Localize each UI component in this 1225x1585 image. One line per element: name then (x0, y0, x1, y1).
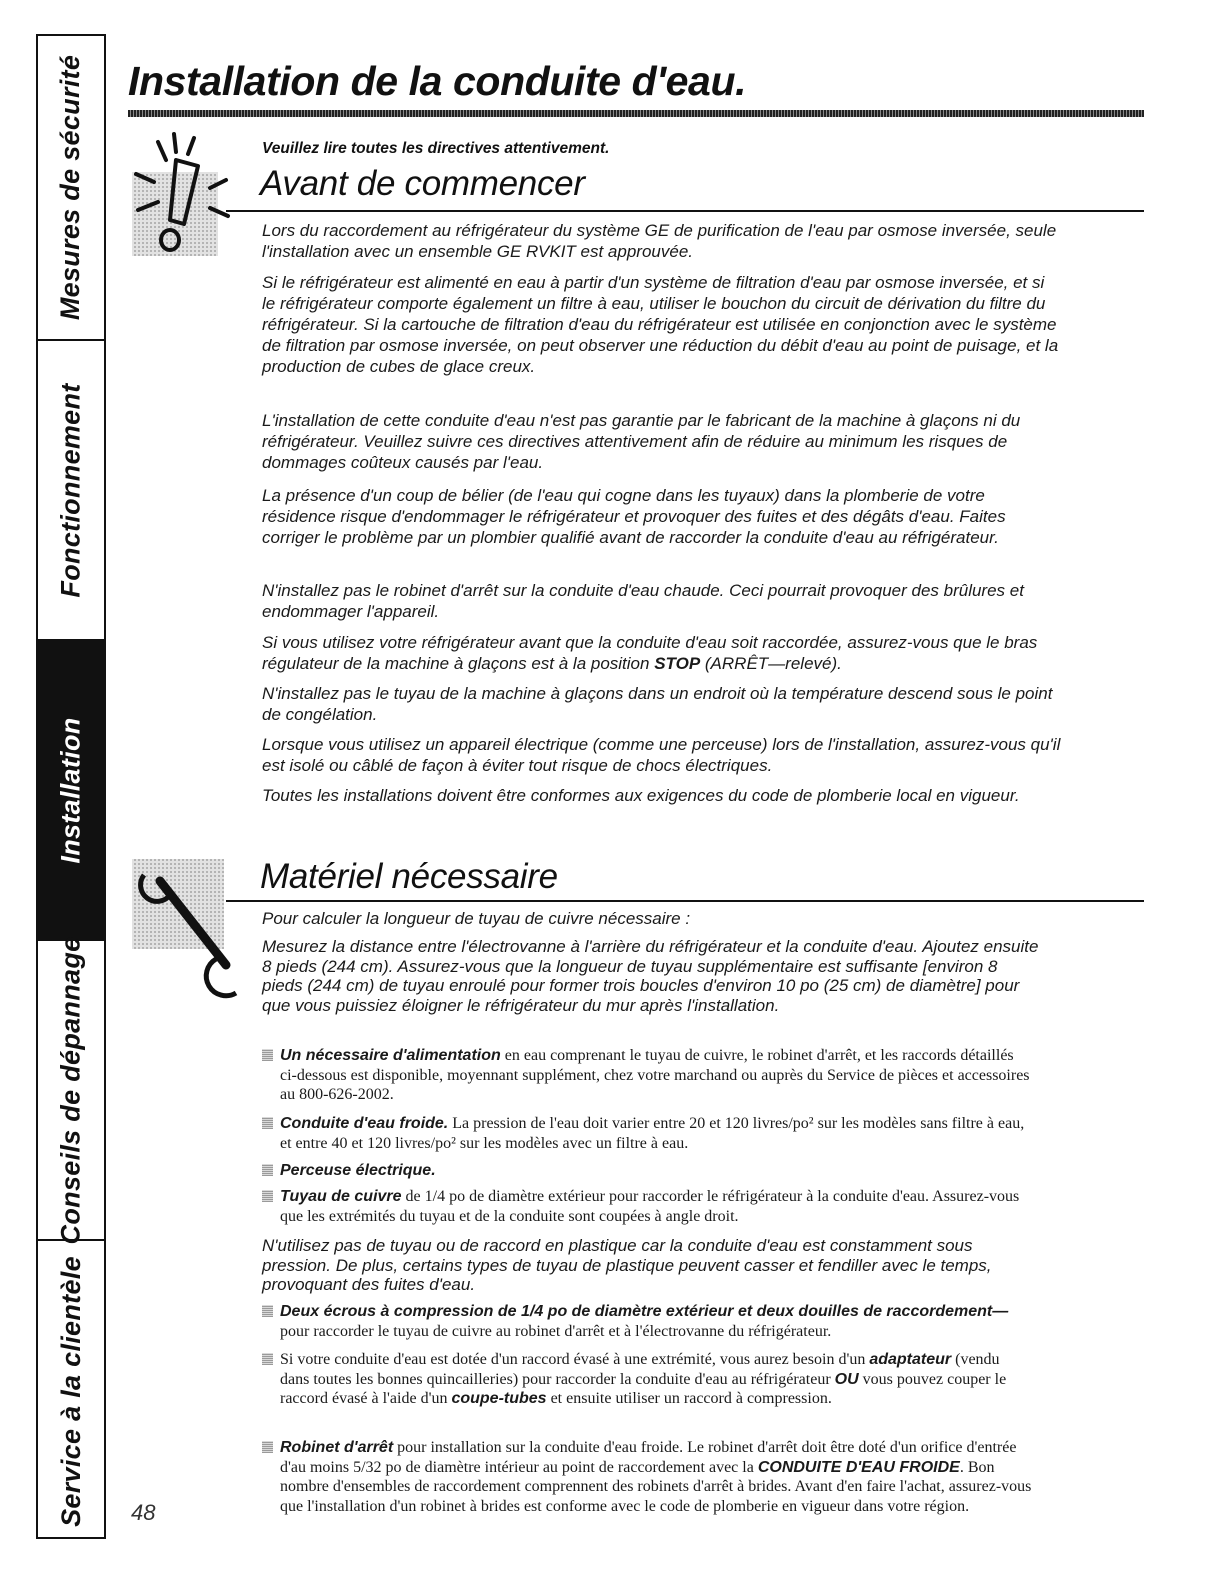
item-term: Conduite d'eau froide. (280, 1115, 449, 1132)
section-title-before: Avant de commencer (260, 164, 585, 203)
paragraph: Si le réfrigérateur est alimenté en eau à partir d'un système de filtration d'eau par osmose inversée, et si le réfrigérateur comporte également un filtre à eau, utiliser le bouchon du circuit de dérivation du filtre du réfrigérateur. Si la cartouche de filtration d'eau du réfrigérateur est utilisée en conjonction avec le système de filtration par osmose inversée, on peut observer une réduction du débit d'eau au point de puisage, et la production de cubes de glace creux. (262, 273, 1059, 376)
text: Si vous utilisez votre réfrigérateur avant que la conduite d'eau soit raccordée, assurez-vous que le bras régulateur de la machine à glaçons est à la position (262, 633, 1038, 673)
list-item (262, 1438, 1032, 1516)
tab-label: Conseils de dépannage (55, 936, 86, 1244)
section-divider (226, 900, 1144, 902)
tab-customer-service[interactable] (38, 1241, 104, 1541)
section-tab-bar (36, 34, 106, 1539)
list-item (262, 1046, 1032, 1105)
tab-label: Mesures de sécurité (55, 54, 86, 321)
item-text: vous pouvez couper le raccord évasé à l'aide d'un (280, 1370, 1007, 1407)
paragraph: N'installez pas le robinet d'arrêt sur la conduite d'eau chaude. Ceci pourrait provoquer des brûlures et endommager l'appareil. (262, 581, 1024, 621)
tab-safety[interactable] (38, 36, 104, 341)
text: (ARRÊT—relevé). (700, 654, 842, 673)
list-item (262, 1302, 1032, 1341)
list-item (262, 1187, 1032, 1226)
paragraph: La présence d'un coup de bélier (de l'eau qui cogne dans les tuyaux) dans la plomberie de votre résidence risque d'endommager le réfrigérateur et provoquer des fuites et des dégâts d'eau. Faites corriger le problème par un plombier qualifié avant de raccorder la conduite d'eau au réfrigérateur. (262, 486, 1006, 547)
caution-exclamation-icon (118, 130, 246, 265)
page-number: 48 (131, 1500, 156, 1525)
paragraph (262, 632, 1062, 674)
tab-label: Service à la clientèle (55, 1255, 86, 1527)
intro-instruction: Veuillez lire toutes les directives attentivement. (262, 140, 610, 157)
wrench-icon (130, 855, 248, 1010)
page-title: Installation de la conduite d'eau. (128, 58, 747, 104)
item-term: Robinet d'arrêt (280, 1439, 394, 1456)
paragraph: L'installation de cette conduite d'eau n'est pas garantie par le fabricant de la machine à glaçons ni du réfrigérateur. Veuillez suivre ces directives attentivement afin de réduire au minimum les risques de dommages coûteux causés par l'eau. (262, 411, 1021, 472)
section-divider (226, 210, 1144, 212)
paragraph: Toutes les installations doivent être conformes aux exigences du code de plomberie local en vigueur. (262, 786, 1020, 805)
paragraph: Lors du raccordement au réfrigérateur du système GE de purification de l'eau par osmose inversée, seule l'installation avec un ensemble GE RVKIT est approuvée. (262, 221, 1057, 261)
item-text: (vendu dans toutes les bonnes quincailleries) pour raccorder la conduite d'eau au réfrigérateur (280, 1351, 1000, 1388)
tab-label: Fonctionnement (55, 382, 86, 598)
list-item (262, 1114, 1032, 1153)
list-item (262, 1161, 1032, 1181)
item-text: Si votre conduite d'eau est dotée d'un raccord évasé à une extrémité, vous aurez besoin d'un (280, 1351, 870, 1368)
tab-troubleshooting[interactable] (38, 936, 104, 1244)
warning-paragraph: N'utilisez pas de tuyau ou de raccord en plastique car la conduite d'eau est constamment sous pression. De plus, certains types de tuyau de plastique peuvent casser et fendiller avec le temps, provoquant des fuites d'eau. (262, 1236, 992, 1294)
paragraph: Pour calculer la longueur de tuyau de cuivre nécessaire : (262, 909, 691, 928)
title-divider (128, 110, 1144, 117)
item-text: de 1/4 po de diamètre extérieur pour raccorder le réfrigérateur à la conduite d'eau. Assurez-vous que les extrémités du tuyau et de la conduite sont coupées à angle droit. (280, 1188, 1020, 1225)
item-text: pour installation sur la conduite d'eau froide. Le robinet d'arrêt doit être doté d'un orifice d'entrée d'au moins 5/32 po de diamètre intérieur au point de raccordement avec la (280, 1439, 1017, 1476)
paragraph: Lorsque vous utilisez un appareil électrique (comme une perceuse) lors de l'installation, assurez-vous qu'il est isolé ou câblé de façon à éviter tout risque de chocs électriques. (262, 735, 1061, 775)
item-term: Un nécessaire d'alimentation (280, 1047, 501, 1064)
item-text: La pression de l'eau doit varier entre 20 et 120 livres/po² sur les modèles sans filtre à eau, et entre 40 et 120 livres/po² sur les modèles avec un filtre à eau. (280, 1115, 1025, 1152)
item-term: coupe-tubes (451, 1390, 547, 1407)
item-term: CONDUITE D'EAU FROIDE (757, 1458, 960, 1476)
item-text: pour raccorder le tuyau de cuivre au robinet d'arrêt et à l'électrovanne du réfrigérateur. (280, 1322, 832, 1340)
item-term: Tuyau de cuivre (280, 1188, 402, 1205)
item-text: en eau comprenant le tuyau de cuivre, le robinet d'arrêt, et les raccords détaillés ci-dessous est disponible, moyennant supplément, chez votre marchand ou auprès du Service de pièces et accessoires au 800-626-2002. (280, 1047, 1030, 1103)
paragraph: N'installez pas le tuyau de la machine à glaçons dans un endroit où la température descend sous le point de congélation. (262, 684, 1053, 724)
section-title-materials: Matériel nécessaire (260, 857, 558, 896)
item-term: adaptateur (869, 1351, 952, 1368)
item-text: . Bon nombre d'ensembles de raccordement comprennent des robinets d'arrêt à brides. Avant d'en faire l'achat, assurez-vous que l'installation d'un robinet à brides est conforme avec le code de plomberie en vigueur dans votre région. (280, 1458, 1032, 1515)
item-text: et ensuite utiliser un raccord à compression. (546, 1390, 832, 1407)
tab-label: Installation (55, 716, 86, 864)
item-term: Perceuse électrique. (280, 1162, 436, 1179)
tab-operation[interactable] (38, 341, 104, 641)
stop-term: STOP (654, 654, 701, 673)
paragraph: Mesurez la distance entre l'électrovanne à l'arrière du réfrigérateur et la conduite d'eau. Ajoutez ensuite 8 pieds (244 cm). Assurez-vous que la longueur de tuyau supplémentaire est suffisante [environ 8 pieds (244 cm) de tuyau enroulé pour former trois boucles d'environ 10 po (25 cm) de diamètre] pour que vous puissiez éloigner le réfrigérateur du mur après l'installation. (262, 937, 1039, 1015)
tab-installation[interactable] (38, 641, 104, 941)
item-term: OU (834, 1370, 859, 1388)
item-term: Deux écrous à compression de 1/4 po de diamètre extérieur et deux douilles de raccordement— (280, 1303, 1009, 1320)
list-item (262, 1350, 1032, 1409)
